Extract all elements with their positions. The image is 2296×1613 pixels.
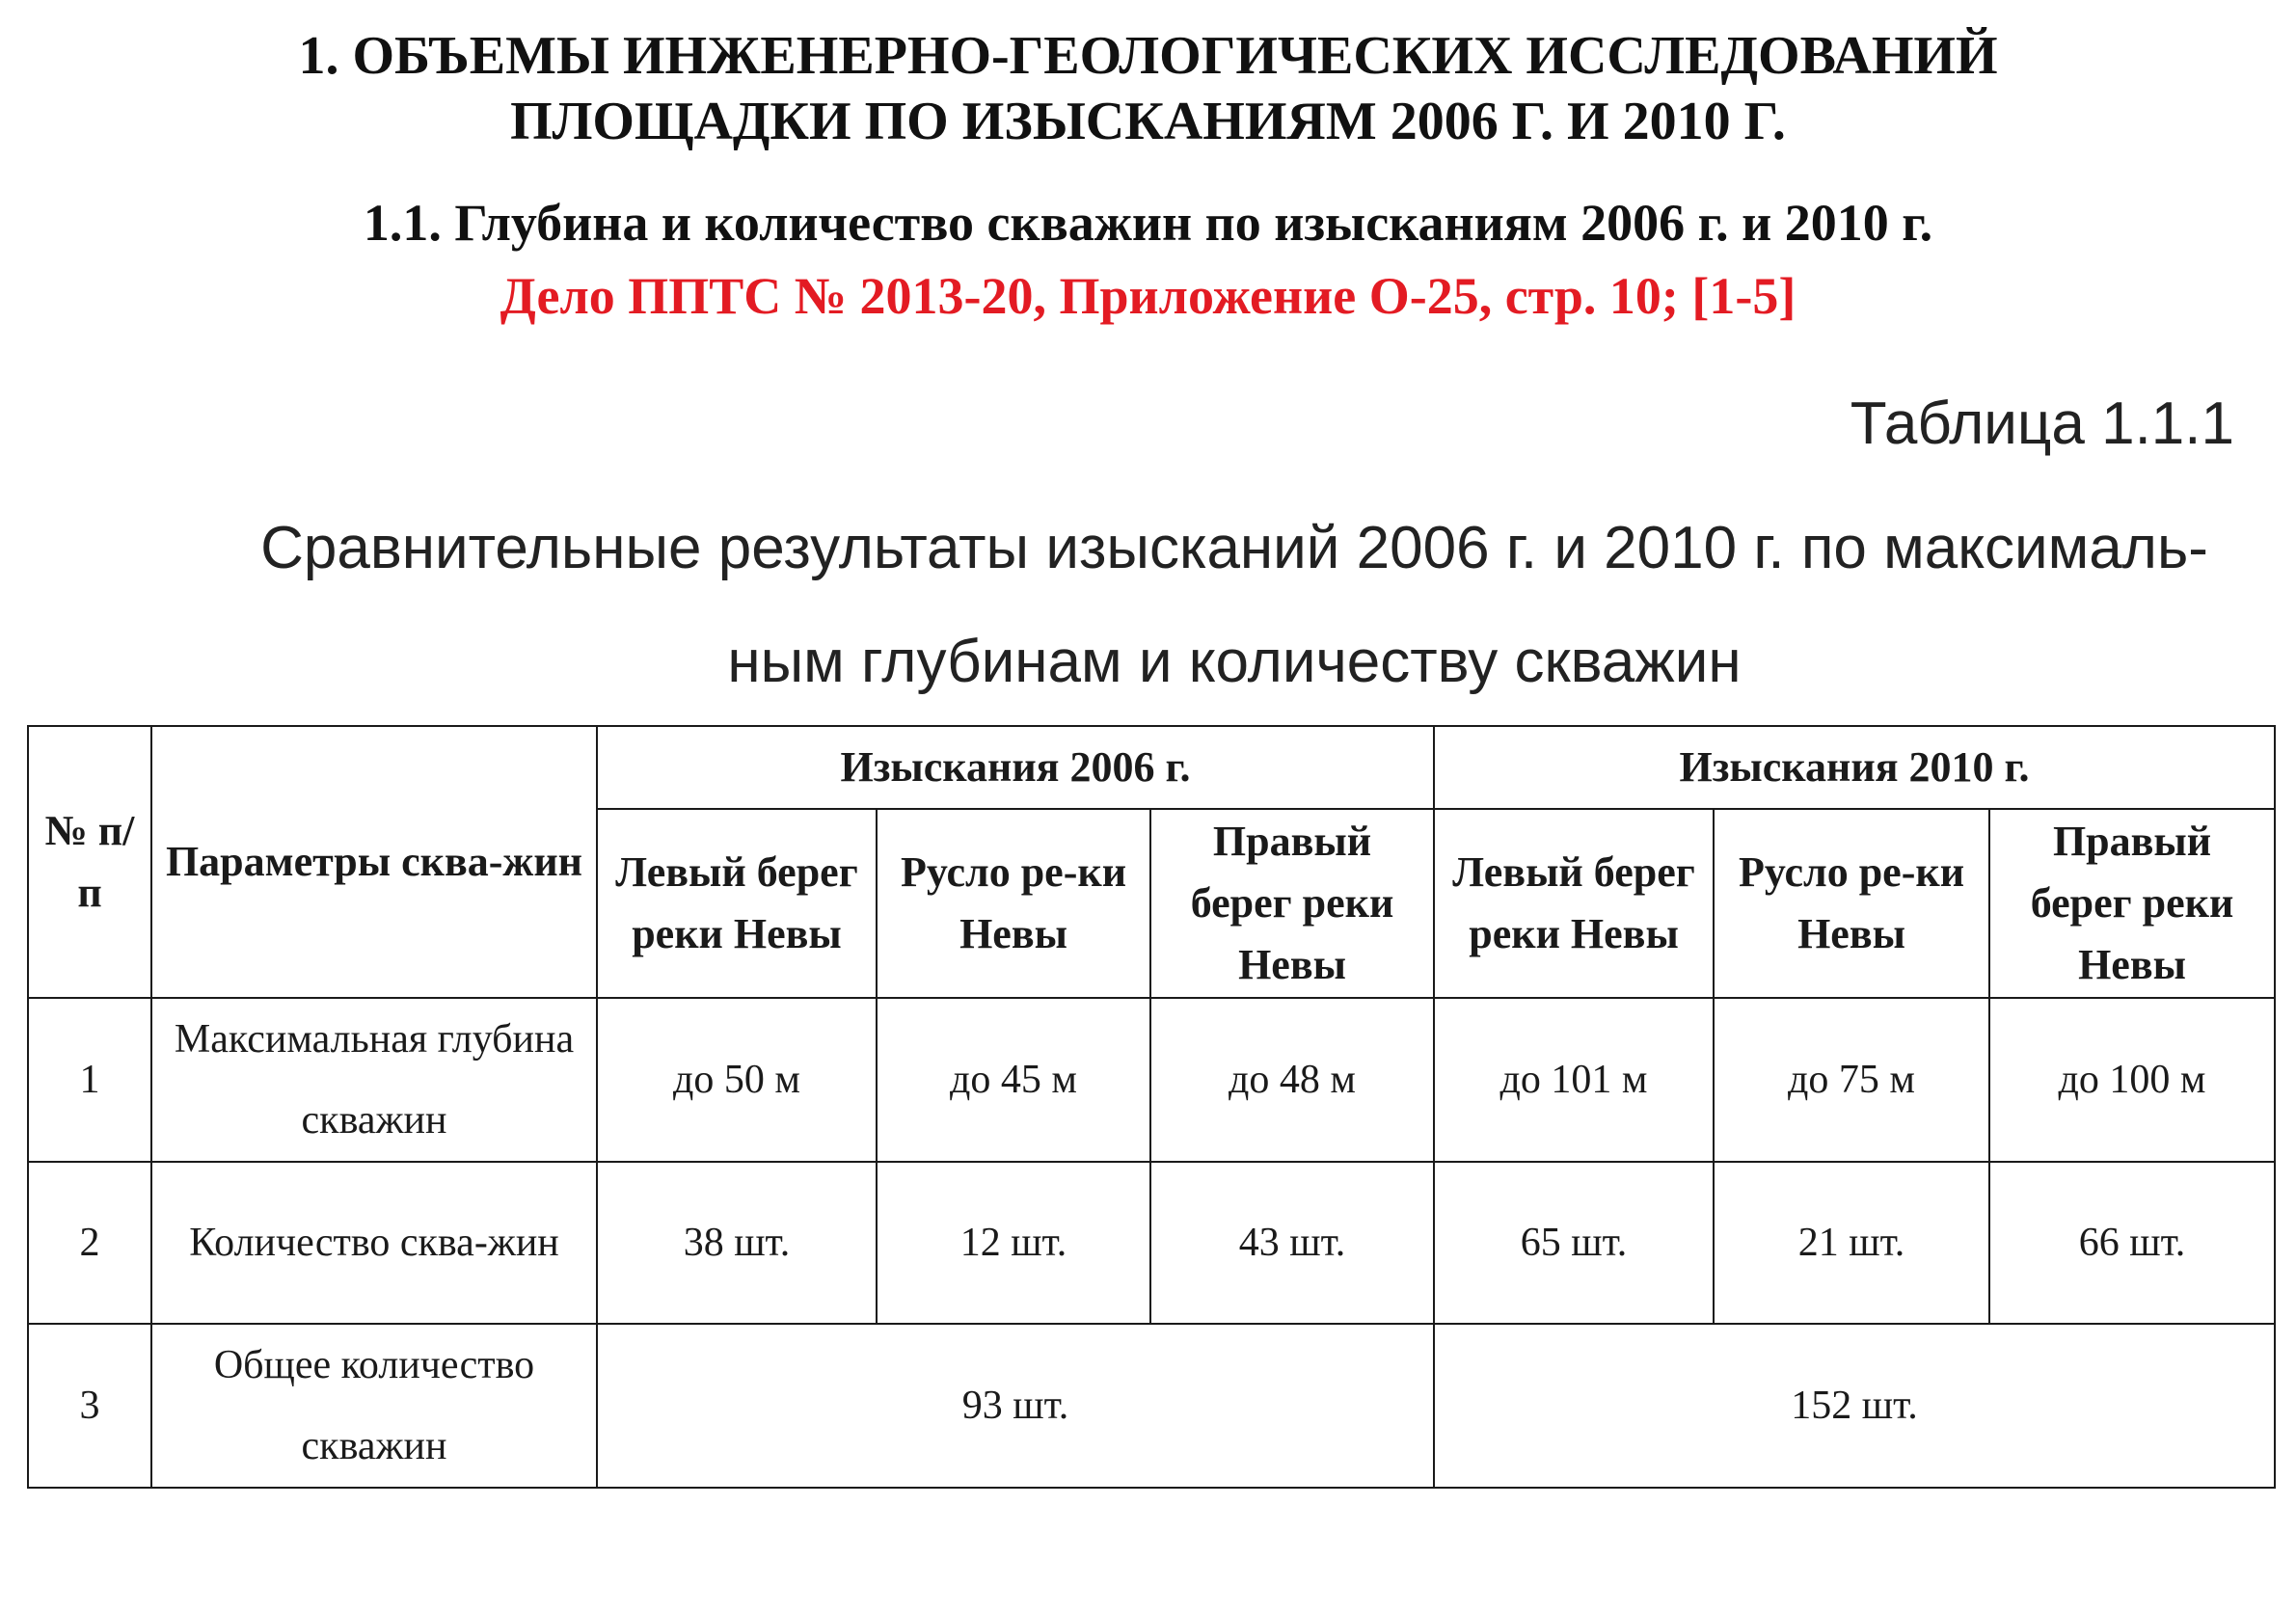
row-parameter: Максимальная глубина скважин (151, 998, 597, 1162)
header-row-number: № п/п (28, 726, 151, 998)
header-2006-riverbed: Русло ре-ки Невы (877, 809, 1150, 998)
cell-2010-right-bank: до 100 м (1989, 998, 2275, 1162)
cell-2010-riverbed: 21 шт. (1714, 1162, 1989, 1324)
table-caption-line-2: ным глубинам и количеству скважин (727, 629, 1742, 695)
cell-2006-left-bank: 38 шт. (597, 1162, 877, 1324)
header-2006-left-bank: Левый берег реки Невы (597, 809, 877, 998)
cell-total-2010: 152 шт. (1434, 1324, 2275, 1488)
header-2010-riverbed: Русло ре-ки Невы (1714, 809, 1989, 998)
header-group-2010: Изыскания 2010 г. (1434, 726, 2275, 809)
table-total-row (28, 1324, 2275, 1488)
header-2010-right-bank: Правый берег реки Невы (1989, 809, 2275, 998)
header-group-2006: Изыскания 2006 г. (597, 726, 1434, 809)
table-header-row (28, 726, 2275, 809)
cell-total-2006: 93 шт. (597, 1324, 1434, 1488)
row-number: 2 (28, 1162, 151, 1324)
table-caption (231, 492, 2237, 719)
header-2006-right-bank: Правый берег реки Невы (1150, 809, 1434, 998)
case-reference: Дело ППТС № 2013-20, Приложение О-25, стр. 10; [1-5] (500, 267, 1796, 325)
cell-2006-riverbed: до 45 м (877, 998, 1150, 1162)
section-title-line-1: 1. ОБЪЕМЫ ИНЖЕНЕРНО-ГЕОЛОГИЧЕСКИХ ИССЛЕДОВАНИЙ (298, 26, 1998, 86)
header-2010-left-bank: Левый берег реки Невы (1434, 809, 1714, 998)
subsection-title: 1.1. Глубина и количество скважин по изысканиям 2006 г. и 2010 г. (363, 194, 1933, 252)
row-number: 1 (28, 998, 151, 1162)
header-parameters: Параметры сква-жин (151, 726, 597, 998)
cell-2010-left-bank: до 101 м (1434, 998, 1714, 1162)
cell-2010-left-bank: 65 шт. (1434, 1162, 1714, 1324)
cell-2006-left-bank: до 50 м (597, 998, 877, 1162)
cell-2010-right-bank: 66 шт. (1989, 1162, 2275, 1324)
results-table (27, 725, 2276, 1489)
cell-2006-right-bank: до 48 м (1150, 998, 1434, 1162)
table-row (28, 998, 2275, 1162)
row-number: 3 (28, 1324, 151, 1488)
table-number: Таблица 1.1.1 (1850, 390, 2234, 457)
cell-2010-riverbed: до 75 м (1714, 998, 1989, 1162)
row-parameter: Количество сква-жин (151, 1162, 597, 1324)
section-title-line-2: ПЛОЩАДКИ ПО ИЗЫСКАНИЯМ 2006 Г. И 2010 Г. (510, 92, 1786, 151)
table-row (28, 1162, 2275, 1324)
cell-2006-right-bank: 43 шт. (1150, 1162, 1434, 1324)
row-parameter: Общее количество скважин (151, 1324, 597, 1488)
table-caption-line-1: Сравнительные результаты изысканий 2006 г. и 2010 г. по максималь- (260, 515, 2208, 581)
cell-2006-riverbed: 12 шт. (877, 1162, 1150, 1324)
section-title (0, 23, 2296, 154)
